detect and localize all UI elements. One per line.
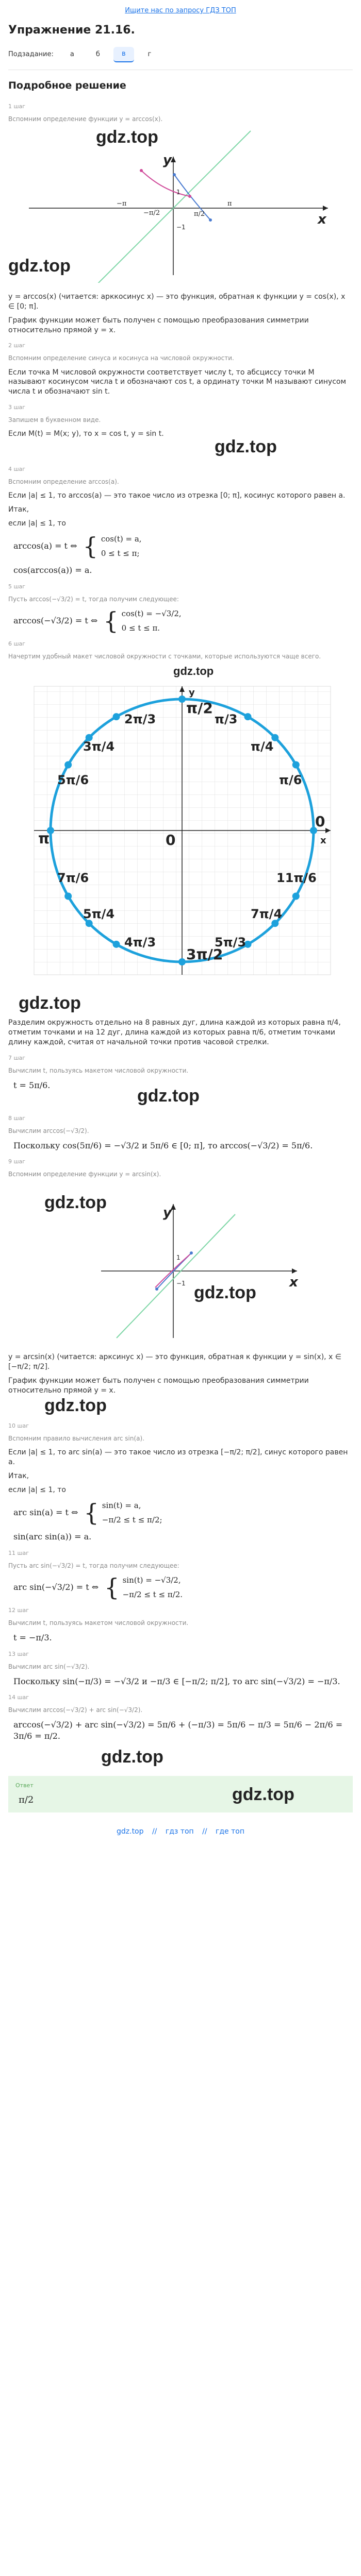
step-text: Если M(t) = M(x; y), то x = cos t, y = sin t. — [8, 430, 164, 438]
step-number: 12 шаг — [8, 1607, 29, 1614]
watermark: gdz.top — [96, 127, 158, 147]
step-number: 14 шаг — [8, 1694, 29, 1701]
circle-pi-4: π/4 — [251, 739, 274, 754]
step-text: y = arcsin(x) (читается: арксинус x) — это функция, обратная к функции y = sin(x), x ∈ [−π/2; π/2]. — [8, 1353, 341, 1371]
watermark: gdz.top — [101, 1747, 163, 1767]
circle-2pi-3: 2π/3 — [124, 712, 156, 727]
step-2 — [8, 342, 353, 397]
brace-icon: { — [84, 1498, 99, 1527]
step-text: Разделим окружность отдельно на 8 равных дуг, длина каждой из которых равна π/4, отметим точками и на 12 дуг, длина каждой из которых равна π/6, отметим точками длину каждой, считая от начальной точки против часовой стрелки. — [8, 1019, 341, 1047]
step-number: 2 шаг — [8, 342, 26, 349]
watermark: gdz.top — [19, 993, 81, 1013]
circle-point — [64, 761, 72, 769]
step-4 — [8, 466, 353, 576]
graph-half-pi: π/2 — [194, 210, 205, 218]
circle-bottom: 3π/2 — [186, 946, 223, 963]
brace-icon: { — [83, 532, 98, 561]
step-13 — [8, 1651, 353, 1687]
circle-11pi-6: 11π/6 — [276, 871, 317, 886]
step-6 — [8, 640, 353, 1047]
step-number: 13 шаг — [8, 1650, 29, 1657]
circle-5pi-6: 5π/6 — [57, 773, 89, 788]
formula: Поскольку cos(5π/6) = −√3/2 и 5π/6 ∈ [0; π], то arccos(−√3/2) = 5π/6. — [13, 1140, 313, 1150]
system-lhs: arc sin(−√3/2) = t ⇔ — [13, 1582, 99, 1592]
graph2-neg-one: −1 — [176, 1280, 186, 1287]
formula: t = −π/3. — [13, 1633, 52, 1643]
system-row-1: sin(t) = −√3/2, — [122, 1575, 181, 1585]
watermark: gdz.top — [194, 1283, 256, 1303]
graph-y-label: y — [163, 152, 172, 168]
formula: Поскольку sin(−π/3) = −√3/2 и −π/3 ∈ [−π/2; π/2], то arc sin(−√3/2) = −π/3. — [13, 1676, 340, 1686]
circle-x: x — [320, 835, 326, 846]
step-11 — [8, 1550, 353, 1600]
step-text: Если |a| ≤ 1, то arc sin(a) — это такое число из отрезка [−π/2; π/2], синус которого равен a. — [8, 1448, 348, 1466]
step-7 — [8, 1055, 353, 1108]
watermark: gdz.top — [8, 256, 71, 276]
step-text-2: График функции может быть получен с помощью преобразования симметрии относительно прямой y = x. — [8, 1377, 309, 1395]
graph2-y-label: y — [163, 1205, 172, 1221]
graph-neg-half-pi: −π/2 — [143, 209, 160, 217]
footer-link-3[interactable]: где топ — [216, 1827, 244, 1836]
step-intro: Вспомним определение синуса и косинуса на числовой окружности. — [8, 354, 234, 362]
condition: если |a| ≤ 1, то — [8, 1485, 66, 1494]
step-number: 4 шаг — [8, 466, 26, 473]
system — [13, 1500, 353, 1526]
step-intro: Вспомним правило вычисления arc sin(a). — [8, 1434, 145, 1442]
answer-value: π/2 — [19, 1794, 34, 1805]
step-intro: Вспомним определение функции y = arccos(x). — [8, 115, 163, 123]
graph-pi: π — [227, 199, 232, 208]
arcsin-graph — [8, 1183, 353, 1343]
step-number: 7 шаг — [8, 1055, 26, 1062]
tab-b[interactable]: б — [95, 50, 100, 59]
step-intro: Пусть arc sin(−√3/2) = t, тогда получим следующее: — [8, 1562, 179, 1569]
graph-x-label: x — [318, 211, 326, 227]
step-number: 6 шаг — [8, 640, 26, 648]
graph2-x-label: x — [289, 1275, 298, 1291]
step-5 — [8, 583, 353, 634]
formula: sin(arc sin(a)) = a. — [13, 1532, 92, 1542]
system-row-2: 0 ≤ t ≤ π; — [101, 549, 140, 558]
circle-y: y — [189, 687, 195, 699]
step-1 — [8, 103, 353, 335]
system — [13, 534, 353, 559]
unit-circle — [8, 666, 353, 985]
system-row-1: sin(t) = a, — [102, 1500, 141, 1510]
step-12 — [8, 1607, 353, 1643]
step-intro: Вычислим arccos(−√3/2) + arc sin(−√3/2). — [8, 1706, 143, 1714]
graph-neg-one: −1 — [176, 223, 186, 231]
step-number: 1 шаг — [8, 103, 26, 110]
itak: Итак, — [8, 505, 29, 514]
tab-v[interactable]: в — [113, 47, 134, 62]
circle-7pi-6: 7π/6 — [57, 871, 89, 886]
circle-point — [292, 761, 300, 769]
step-number: 9 шаг — [8, 1158, 26, 1165]
watermark: gdz.top — [44, 1395, 107, 1415]
watermark: gdz.top — [44, 1193, 107, 1213]
circle-4pi-3: 4π/3 — [124, 935, 156, 950]
circle-right: 0 — [315, 813, 325, 831]
answer-box — [8, 1776, 353, 1812]
footer-link-2[interactable]: гдз топ — [165, 1827, 194, 1836]
circle-point — [178, 958, 186, 965]
step-intro: Запишем в буквенном виде. — [8, 416, 101, 424]
step-intro: Вычислим t, пользуясь макетом числовой окружности. — [8, 1066, 189, 1074]
circle-point — [64, 893, 72, 900]
answer-label: Ответ — [15, 1782, 34, 1789]
watermark: gdz.top — [232, 1784, 294, 1804]
circle-5pi-4: 5π/4 — [83, 907, 115, 922]
circle-point — [292, 893, 300, 900]
circle-point — [113, 941, 120, 948]
step-intro: Вспомним определение функции y = arcsin(x). — [8, 1171, 161, 1178]
graph-one: 1 — [176, 188, 180, 196]
formula: arccos(−√3/2) + arc sin(−√3/2) = 5π/6 + (−π/3) = 5π/6 − π/3 = 5π/6 − 2π/6 = 3π/6 = π/2. — [13, 1720, 343, 1741]
search-hint-link[interactable]: Ищите нас по запросу ГДЗ ТОП — [125, 7, 236, 14]
circle-3pi-4: 3π/4 — [83, 739, 115, 754]
formula: cos(arccos(a)) = a. — [13, 565, 92, 575]
system-row-1: cos(t) = a, — [101, 534, 142, 544]
circle-center: 0 — [166, 832, 176, 849]
system-row-1: cos(t) = −√3/2, — [121, 608, 182, 618]
formula: t = 5π/6. — [13, 1080, 51, 1091]
graph2-one: 1 — [176, 1254, 180, 1262]
footer-sep: // — [152, 1827, 157, 1836]
step-14 — [8, 1694, 353, 1768]
system-lhs: arc sin(a) = t ⇔ — [13, 1507, 78, 1517]
system — [13, 1575, 353, 1600]
system-row-2: −π/2 ≤ t ≤ π/2; — [102, 1515, 162, 1524]
circle-pi-3: π/3 — [215, 712, 238, 727]
step-10 — [8, 1422, 353, 1543]
circle-5pi-3: 5π/3 — [215, 935, 247, 950]
step-number: 8 шаг — [8, 1114, 26, 1122]
step-intro: Вычислим t, пользуясь макетом числовой окружности. — [8, 1619, 189, 1627]
step-number: 11 шаг — [8, 1549, 29, 1556]
tab-a[interactable]: а — [70, 50, 74, 59]
arccos-graph — [8, 128, 353, 283]
circle-pi-6: π/6 — [279, 773, 302, 788]
system-row-2: 0 ≤ t ≤ π. — [121, 623, 160, 633]
step-text: Если точка M числовой окружности соответствует числу t, то абсциссу точки M называют косинусом числа t и обозначают cos t, а ординату точки M называют синусом числа t и обозначают sin t. — [8, 368, 347, 396]
step-text: y = arccos(x) (читается: арккосинус x) — это функция, обратная к функции y = cos(x), x ∈ [0; π]. — [8, 292, 346, 311]
watermark: gdz.top — [173, 665, 214, 678]
footer-link-1[interactable]: gdz.top — [117, 1827, 144, 1836]
system-lhs: arccos(a) = t ⇔ — [13, 540, 77, 551]
step-8 — [8, 1115, 353, 1151]
step-intro: Пусть arccos(−√3/2) = t, тогда получим следующее: — [8, 595, 179, 603]
step-number: 3 шаг — [8, 404, 26, 411]
step-intro: Вычислим arccos(−√3/2). — [8, 1127, 89, 1134]
page-title: Упражнение 21.16. — [8, 23, 135, 37]
step-intro: Начертим удобный макет числовой окружности с точками, которые используются чаще всего. — [8, 653, 321, 660]
condition: если |a| ≤ 1, то — [8, 519, 66, 528]
footer-sep: // — [202, 1827, 207, 1836]
tab-g[interactable]: г — [147, 50, 152, 59]
watermark: gdz.top — [215, 437, 277, 457]
watermark: gdz.top — [137, 1086, 200, 1106]
circle-left: π — [38, 830, 50, 848]
itak: Итак, — [8, 1471, 29, 1480]
step-intro: Вычислим arc sin(−√3/2). — [8, 1663, 90, 1670]
step-number: 10 шаг — [8, 1422, 29, 1429]
subtask-tabs — [8, 47, 353, 62]
brace-icon: { — [103, 607, 119, 635]
footer — [8, 1820, 353, 1847]
system — [13, 608, 353, 634]
step-text-2: График функции может быть получен с помощью преобразования симметрии относительно прямой y = x. — [8, 316, 309, 334]
system-row-2: −π/2 ≤ t ≤ π/2. — [122, 1589, 183, 1599]
circle-point — [178, 696, 186, 703]
circle-top: π/2 — [186, 700, 213, 717]
subtask-label: Подзадание: — [8, 50, 54, 59]
graph-neg-pi: −π — [117, 199, 127, 208]
step-number: 5 шаг — [8, 583, 26, 590]
brace-icon: { — [104, 1573, 120, 1601]
circle-point — [244, 714, 252, 721]
step-9 — [8, 1158, 353, 1415]
system-lhs: arccos(−√3/2) = t ⇔ — [13, 615, 98, 625]
solution-heading: Подробное решение — [8, 80, 126, 92]
step-intro: Вспомним определение arccos(a). — [8, 478, 119, 485]
step-3 — [8, 404, 353, 459]
circle-7pi-4: 7π/4 — [251, 907, 283, 922]
step-text: Если |a| ≤ 1, то arccos(a) — это такое число из отрезка [0; π], косинус которого равен a. — [8, 492, 346, 500]
circle-point — [113, 714, 120, 721]
